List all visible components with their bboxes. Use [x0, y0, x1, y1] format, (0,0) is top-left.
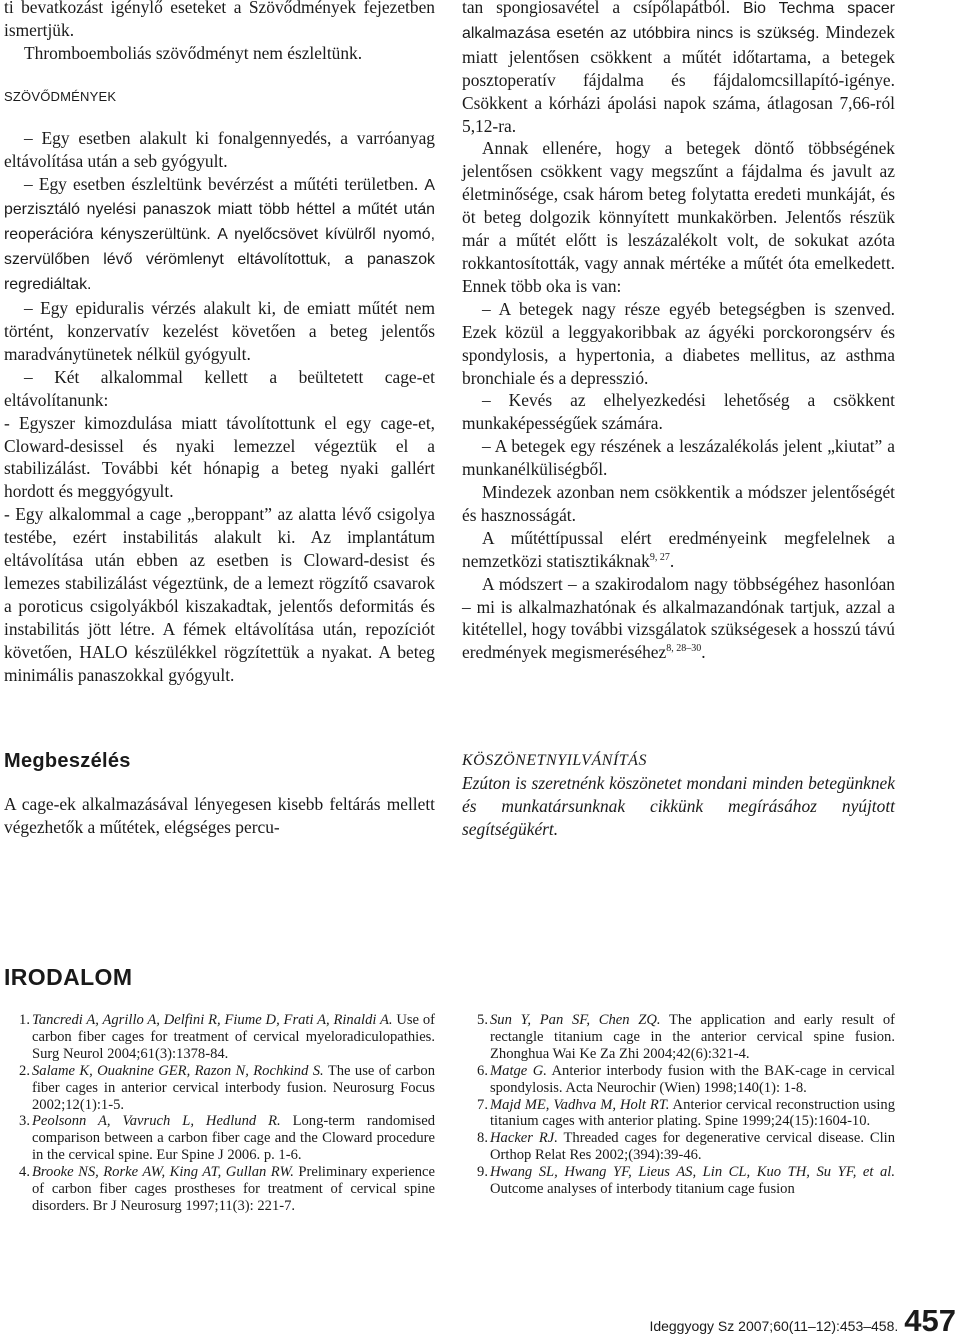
right-paragraph-3: – A betegek nagy része egyéb betegségben is szenved. Ezek közül a leggyakoribbak az ágyéki porckorongsérv és spondylosis, a hypertonia, a diabetes mellitus, az asthma bronchiale és a depresszió.: [462, 298, 895, 388]
reference-number: 6.: [477, 1062, 488, 1079]
left-paragraph-6: – Két alkalommal kellett a beültetett cage-et eltávolítanunk:: [4, 366, 435, 410]
reference-item: [462, 1130, 895, 1164]
reference-item: [4, 1063, 435, 1114]
reference-text: Long-term randomised comparison between a carbon fiber cage and the Cloward procedure in the cervical spine. Eur Spine J 2006. p. 1-6.: [32, 1113, 436, 1164]
page-number: 457: [904, 1303, 956, 1338]
reference-authors: Hwang SL, Hwang YF, Lieus AS, Lin CL, Kuo TH, Su YF, et al.: [490, 1164, 895, 1181]
reference-item: [462, 1097, 895, 1131]
complications-heading: SZÖVŐDMÉNYEK: [4, 88, 117, 104]
right-paragraph-8: [462, 573, 895, 665]
right-paragraph-6: Mindezek azonban nem csökkentik a módszer jelentőségét és hasznosságát.: [462, 482, 895, 525]
right-paragraph-1-sans: Bio Techma spacer alkalmazása esetén az utóbbira nincs is szükség.: [462, 0, 895, 42]
right-paragraph-5: – A betegek egy részének a leszázalékolás jelent „kiutat” a munkanélküliségből.: [462, 436, 895, 480]
left-column: [4, 0, 435, 686]
reference-text: Outcome analyses of interbody titanium cage fusion: [490, 1181, 795, 1198]
left-paragraph-3: – Egy esetben alakult ki fonalgennyedés, a varróanyag eltávolítása után a seb gyógyult.: [4, 127, 435, 171]
reference-text: The application and early result of rectangle titanium cage in the anterior cervical spine fusion. Zhonghua Wai Ke Za Zhi 2004;42(6):321-4.: [490, 1012, 895, 1062]
left-paragraph-4-serif: – Egy esetben észleltünk bevérzést a műtéti területben.: [24, 173, 419, 194]
right-paragraph-8-end: .: [701, 642, 706, 663]
reference-text: Anterior cervical reconstruction using titanium cages with anterior plating. Spine 1999;24(15):1604-10.: [490, 1096, 895, 1130]
reference-item: [462, 1063, 895, 1097]
reference-number: 7.: [477, 1096, 488, 1113]
left-paragraph-7: - Egyszer kimozdulása miatt távolítottunk el egy cage-et, Cloward-desissel és nyaki lemezzel végeztük el a stabilizálást. További két hónapig a beteg nyaki gallért hordott és meggyógyult.: [4, 412, 435, 502]
citation-8-28-30: 8, 28–30: [666, 643, 702, 655]
right-paragraph-1: [462, 0, 895, 137]
left-paragraph-4-sans: A perzisztáló nyelési panaszok miatt több héttel a műtét után reoperációra kényszerültünk. A nyelőcsövet kívülről nyomó, szervülőben lévő vérömlenyt eltávolítottuk, a panaszok regrediáltak.: [4, 176, 435, 294]
reference-authors: Matge G.: [490, 1062, 547, 1079]
reference-authors: Brooke NS, Rorke AW, King AT, Gullan RW.: [32, 1164, 294, 1181]
reference-authors: Peolsonn A, Vavruch L, Hedlund R.: [32, 1113, 281, 1130]
acknowledgement-heading: KÖSZÖNETNYILVÁNÍTÁS: [462, 752, 647, 769]
references-right: [462, 1012, 895, 1198]
reference-authors: Tancredi A, Agrillo A, Delfini R, Fiume D, Frati A, Rinaldi A.: [32, 1012, 393, 1028]
right-paragraph-8-text: A módszert – a szakirodalom nagy többségéhez hasonlóan – mi is alkalmazhatónak és alkalmazandónak tartjuk, azzal a kitétellel, hogy további vizsgálatok szükségesek a hosszú távú eredmények megismeréséhez: [462, 573, 895, 663]
references-list-right: [462, 1012, 895, 1198]
journal-citation: Ideggyogy Sz 2007;60(11–12):453–458.: [649, 1318, 899, 1334]
reference-item: [4, 1113, 435, 1164]
citation-9-27: 9, 27: [649, 551, 670, 563]
references-list-left: [4, 1012, 435, 1215]
reference-number: 3.: [19, 1113, 30, 1130]
reference-item: [462, 1012, 895, 1063]
acknowledgement-section: [462, 750, 895, 841]
left-paragraph-1: ti bevatkozást igénylő eseteket a Szövődmények fejezetben ismertjük.: [4, 0, 435, 40]
acknowledgement-text: Ezúton is szeretnénk köszönetet mondani minden betegünknek és munkatársunknak cikkünk megírásához nyújtott segítségükért.: [462, 773, 895, 839]
discussion-text: A cage-ek alkalmazásával lényegesen kisebb feltárás mellett végezhetők a műtétek, elégséges percu-: [4, 794, 435, 837]
references-left: [4, 1012, 435, 1215]
left-paragraph-2: Thromboemboliás szövődményt nem észleltünk.: [24, 42, 363, 63]
right-paragraph-4: – Kevés az elhelyezkedési lehetőség a csökkent munkaképességűek számára.: [462, 390, 895, 434]
reference-text: Anterior interbody fusion with the BAK-cage in cervical spondylosis. Acta Neurochir (Wien) 1998;140(1): 1-8.: [490, 1062, 895, 1096]
reference-number: 2.: [19, 1062, 30, 1079]
reference-text: Use of carbon fiber cages for treatment of cervical myeloradiculopathies. Surg Neurol 2004;61(3):1378-84.: [32, 1012, 436, 1062]
right-paragraph-7-end: .: [669, 550, 675, 571]
reference-item: [462, 1164, 895, 1198]
left-paragraph-4: [4, 173, 435, 298]
reference-number: 4.: [19, 1164, 30, 1181]
right-paragraph-7-text: A műtéttípussal elért eredményeink megfelelnek a nemzetközi statisztikáknak: [462, 527, 895, 571]
reference-authors: Majd ME, Vadhva M, Holt RT.: [490, 1096, 670, 1113]
right-paragraph-7: [462, 527, 895, 573]
reference-text: The use of carbon fiber cages in anterior cervical interbody fusion. Neurosurg Focus 2002;12(1):1-5.: [32, 1062, 435, 1113]
right-column: [462, 0, 895, 664]
reference-text: Preliminary experience of carbon fiber cages prostheses for treatment of cervical spine disorders. Br J Neurosurg 1997;11(3): 221-7.: [32, 1164, 436, 1214]
left-paragraph-8: - Egy alkalommal a cage „beroppant” az alatta lévő csigolya testébe, ezért instabilitás alakult ki. Az implantátum eltávolítása után ebben az esetben is Cloward-desist és lemezes stabilizálást végeztünk, de a lemezt rögzítő csavarok a poroticus csigolyákból kiszakadtak, jelentős deformitás és instabilitás jött létre. A fémek eltávolítása után, repozíciót követően, HALO készülékkel rögzítettük a nyakat. A beteg minimális panaszokkal gyógyult.: [4, 504, 435, 685]
reference-number: 1.: [19, 1012, 30, 1028]
reference-authors: Salame K, Ouaknine GER, Razon N, Rochkind S.: [32, 1062, 324, 1079]
discussion-section: [4, 750, 435, 839]
reference-authors: Sun Y, Pan SF, Chen ZQ.: [490, 1012, 661, 1028]
right-paragraph-2: Annak ellenére, hogy a betegek döntő többségének jelentősen csökkent vagy megszűnt a fájdalma és javult az életminősége, csak három beteg folytatta eredeti munkáját, és öt beteg dolgozik könnyített munkakörben. Jelentős részük már a műtét előtt is leszázalékolt volt, de sokukat azóta rokkantosították, vagy annak mértéke a műtét óta emelkedett. Ennek több oka is van:: [462, 138, 895, 296]
reference-authors: Hacker RJ.: [490, 1130, 558, 1147]
reference-text: Threaded cages for degenerative cervical disease. Clin Orthop Relat Res 2002;(394):39-46.: [490, 1130, 895, 1164]
discussion-heading: Megbeszélés: [4, 750, 131, 772]
reference-number: 9.: [477, 1164, 488, 1181]
reference-item: [4, 1012, 435, 1063]
references-heading: IRODALOM: [4, 964, 133, 990]
right-paragraph-1b: Mindezek miatt jelentősen csökkent a műtét időtartama, a betegek posztoperatív fájdalma és fájdalomcsillapító-igénye. Csökkent a kórházi ápolási napok száma, átlagosan 7,66-ról 5,12-ra.: [462, 21, 895, 136]
right-paragraph-1-serif: tan spongiosavétel a csípőlapátból.: [462, 0, 731, 17]
reference-number: 5.: [477, 1012, 488, 1028]
page-footer: [649, 1303, 956, 1339]
reference-item: [4, 1164, 435, 1215]
reference-number: 8.: [477, 1130, 488, 1147]
left-paragraph-5: – Egy epiduralis vérzés alakult ki, de emiatt műtét nem történt, konzervatív kezelést követően a beteg jelentős maradványtünetek nélkül gyógyult.: [4, 298, 435, 364]
